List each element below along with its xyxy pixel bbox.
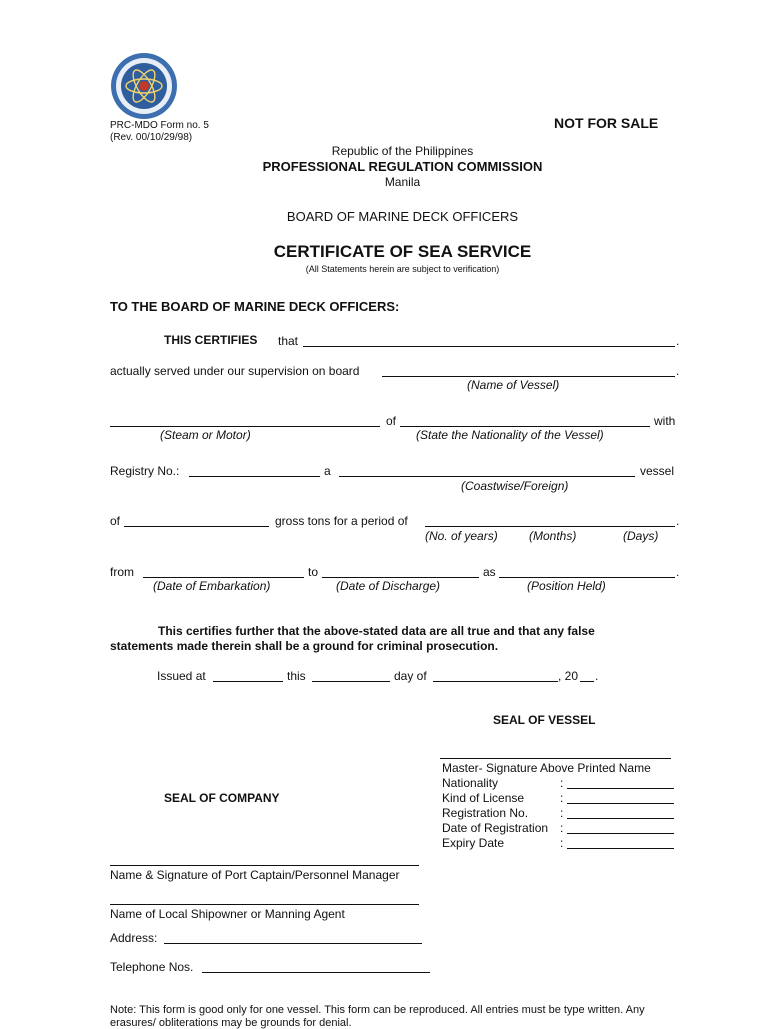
of2-label: of xyxy=(110,514,121,528)
embarkation-caption: (Date of Embarkation) xyxy=(153,579,271,593)
that-label: that xyxy=(278,334,299,348)
page-title: CERTIFICATE OF SEA SERVICE xyxy=(273,242,532,261)
registration-no-label: Registration No. xyxy=(442,806,529,820)
years-caption: (No. of years) xyxy=(425,529,498,543)
position-line[interactable] xyxy=(499,577,675,578)
year-prefix: , 20 xyxy=(558,669,579,683)
note-line-2: erasures/ obliterations may be grounds for denial. xyxy=(110,1017,352,1029)
registration-date-label: Date of Registration xyxy=(442,821,549,835)
of-label: of xyxy=(386,414,397,428)
discharge-line[interactable] xyxy=(322,577,479,578)
addressee: TO THE BOARD OF MARINE DECK OFFICERS: xyxy=(110,299,400,314)
telephone-label: Telephone Nos. xyxy=(110,960,194,974)
shipowner-line[interactable] xyxy=(110,904,419,905)
further-certification-1: This certifies further that the above-stated data are all true and that any false xyxy=(158,624,595,638)
expiry-date-field[interactable] xyxy=(567,848,674,849)
republic: Republic of the Philippines xyxy=(331,144,474,158)
not-for-sale: NOT FOR SALE xyxy=(554,115,659,131)
nationality-caption: (State the Nationality of the Vessel) xyxy=(416,428,604,442)
revision: (Rev. 00/10/29/98) xyxy=(110,132,193,143)
master-signature-line[interactable] xyxy=(440,758,671,759)
coastwise-line[interactable] xyxy=(339,476,635,477)
commission: PROFESSIONAL REGULATION COMMISSION xyxy=(262,159,543,174)
with-label: with xyxy=(654,414,676,428)
steam-motor-caption: (Steam or Motor) xyxy=(160,428,251,442)
name-of-vessel-caption: (Name of Vessel) xyxy=(467,378,560,392)
this-certifies: THIS CERTIFIES xyxy=(164,333,258,347)
license-field[interactable] xyxy=(567,803,674,804)
from-label: from xyxy=(110,565,134,579)
day-of-label: day of xyxy=(394,669,427,683)
master-signature-label: Master- Signature Above Printed Name xyxy=(442,761,651,775)
this-label: this xyxy=(287,669,306,683)
city: Manila xyxy=(384,175,421,189)
period-line[interactable] xyxy=(425,526,675,527)
gross-tons-line[interactable] xyxy=(124,526,269,527)
vessel-name-line[interactable] xyxy=(382,376,675,377)
note-line-1: Note: This form is good only for one vessel. This form can be reproduced. All entries must be type written. Any xyxy=(110,1004,645,1016)
seaman-name-line[interactable] xyxy=(303,346,675,347)
a-label: a xyxy=(324,464,331,478)
to-label: to xyxy=(308,565,319,579)
days-caption: (Days) xyxy=(623,529,659,543)
registration-date-field[interactable] xyxy=(567,833,674,834)
issued-at-label: Issued at xyxy=(157,669,206,683)
nationality-field[interactable] xyxy=(567,788,674,789)
shipowner-label: Name of Local Shipowner or Manning Agent xyxy=(110,907,345,921)
address-field[interactable] xyxy=(164,943,422,944)
further-certification-2: statements made therein shall be a ground for criminal prosecution. xyxy=(110,639,499,653)
telephone-field[interactable] xyxy=(202,972,430,973)
issued-day-line[interactable] xyxy=(312,681,390,682)
license-label: Kind of License xyxy=(442,791,525,805)
as-label: as xyxy=(483,565,496,579)
address-label: Address: xyxy=(110,931,158,945)
coastwise-caption: (Coastwise/Foreign) xyxy=(461,479,569,493)
registry-line[interactable] xyxy=(189,476,320,477)
port-captain-label: Name & Signature of Port Captain/Personnel Manager xyxy=(110,868,400,882)
registry-label: Registry No.: xyxy=(110,464,180,478)
port-captain-signature-line[interactable] xyxy=(110,865,419,866)
embarkation-line[interactable] xyxy=(143,577,304,578)
gross-tons-label: gross tons for a period of xyxy=(275,514,408,528)
subtitle: (All Statements herein are subject to verification) xyxy=(305,264,500,274)
steam-motor-line[interactable] xyxy=(110,426,380,427)
prc-seal-logo xyxy=(110,52,178,120)
served-label: actually served under our supervision on board xyxy=(110,364,360,378)
discharge-caption: (Date of Discharge) xyxy=(336,579,441,593)
issued-month-line[interactable] xyxy=(433,681,558,682)
issued-at-line[interactable] xyxy=(213,681,283,682)
form-number: PRC-MDO Form no. 5 xyxy=(110,120,209,131)
expiry-date-label: Expiry Date xyxy=(442,836,505,850)
seal-of-vessel: SEAL OF VESSEL xyxy=(493,713,596,727)
seal-of-company: SEAL OF COMPANY xyxy=(164,791,280,805)
nationality-label: Nationality xyxy=(442,776,499,790)
registration-no-field[interactable] xyxy=(567,818,674,819)
nationality-line[interactable] xyxy=(400,426,650,427)
vessel-label: vessel xyxy=(640,464,675,478)
position-caption: (Position Held) xyxy=(527,579,606,593)
issued-year-line[interactable] xyxy=(580,681,594,682)
board-name: BOARD OF MARINE DECK OFFICERS xyxy=(286,209,519,224)
months-caption: (Months) xyxy=(529,529,577,543)
